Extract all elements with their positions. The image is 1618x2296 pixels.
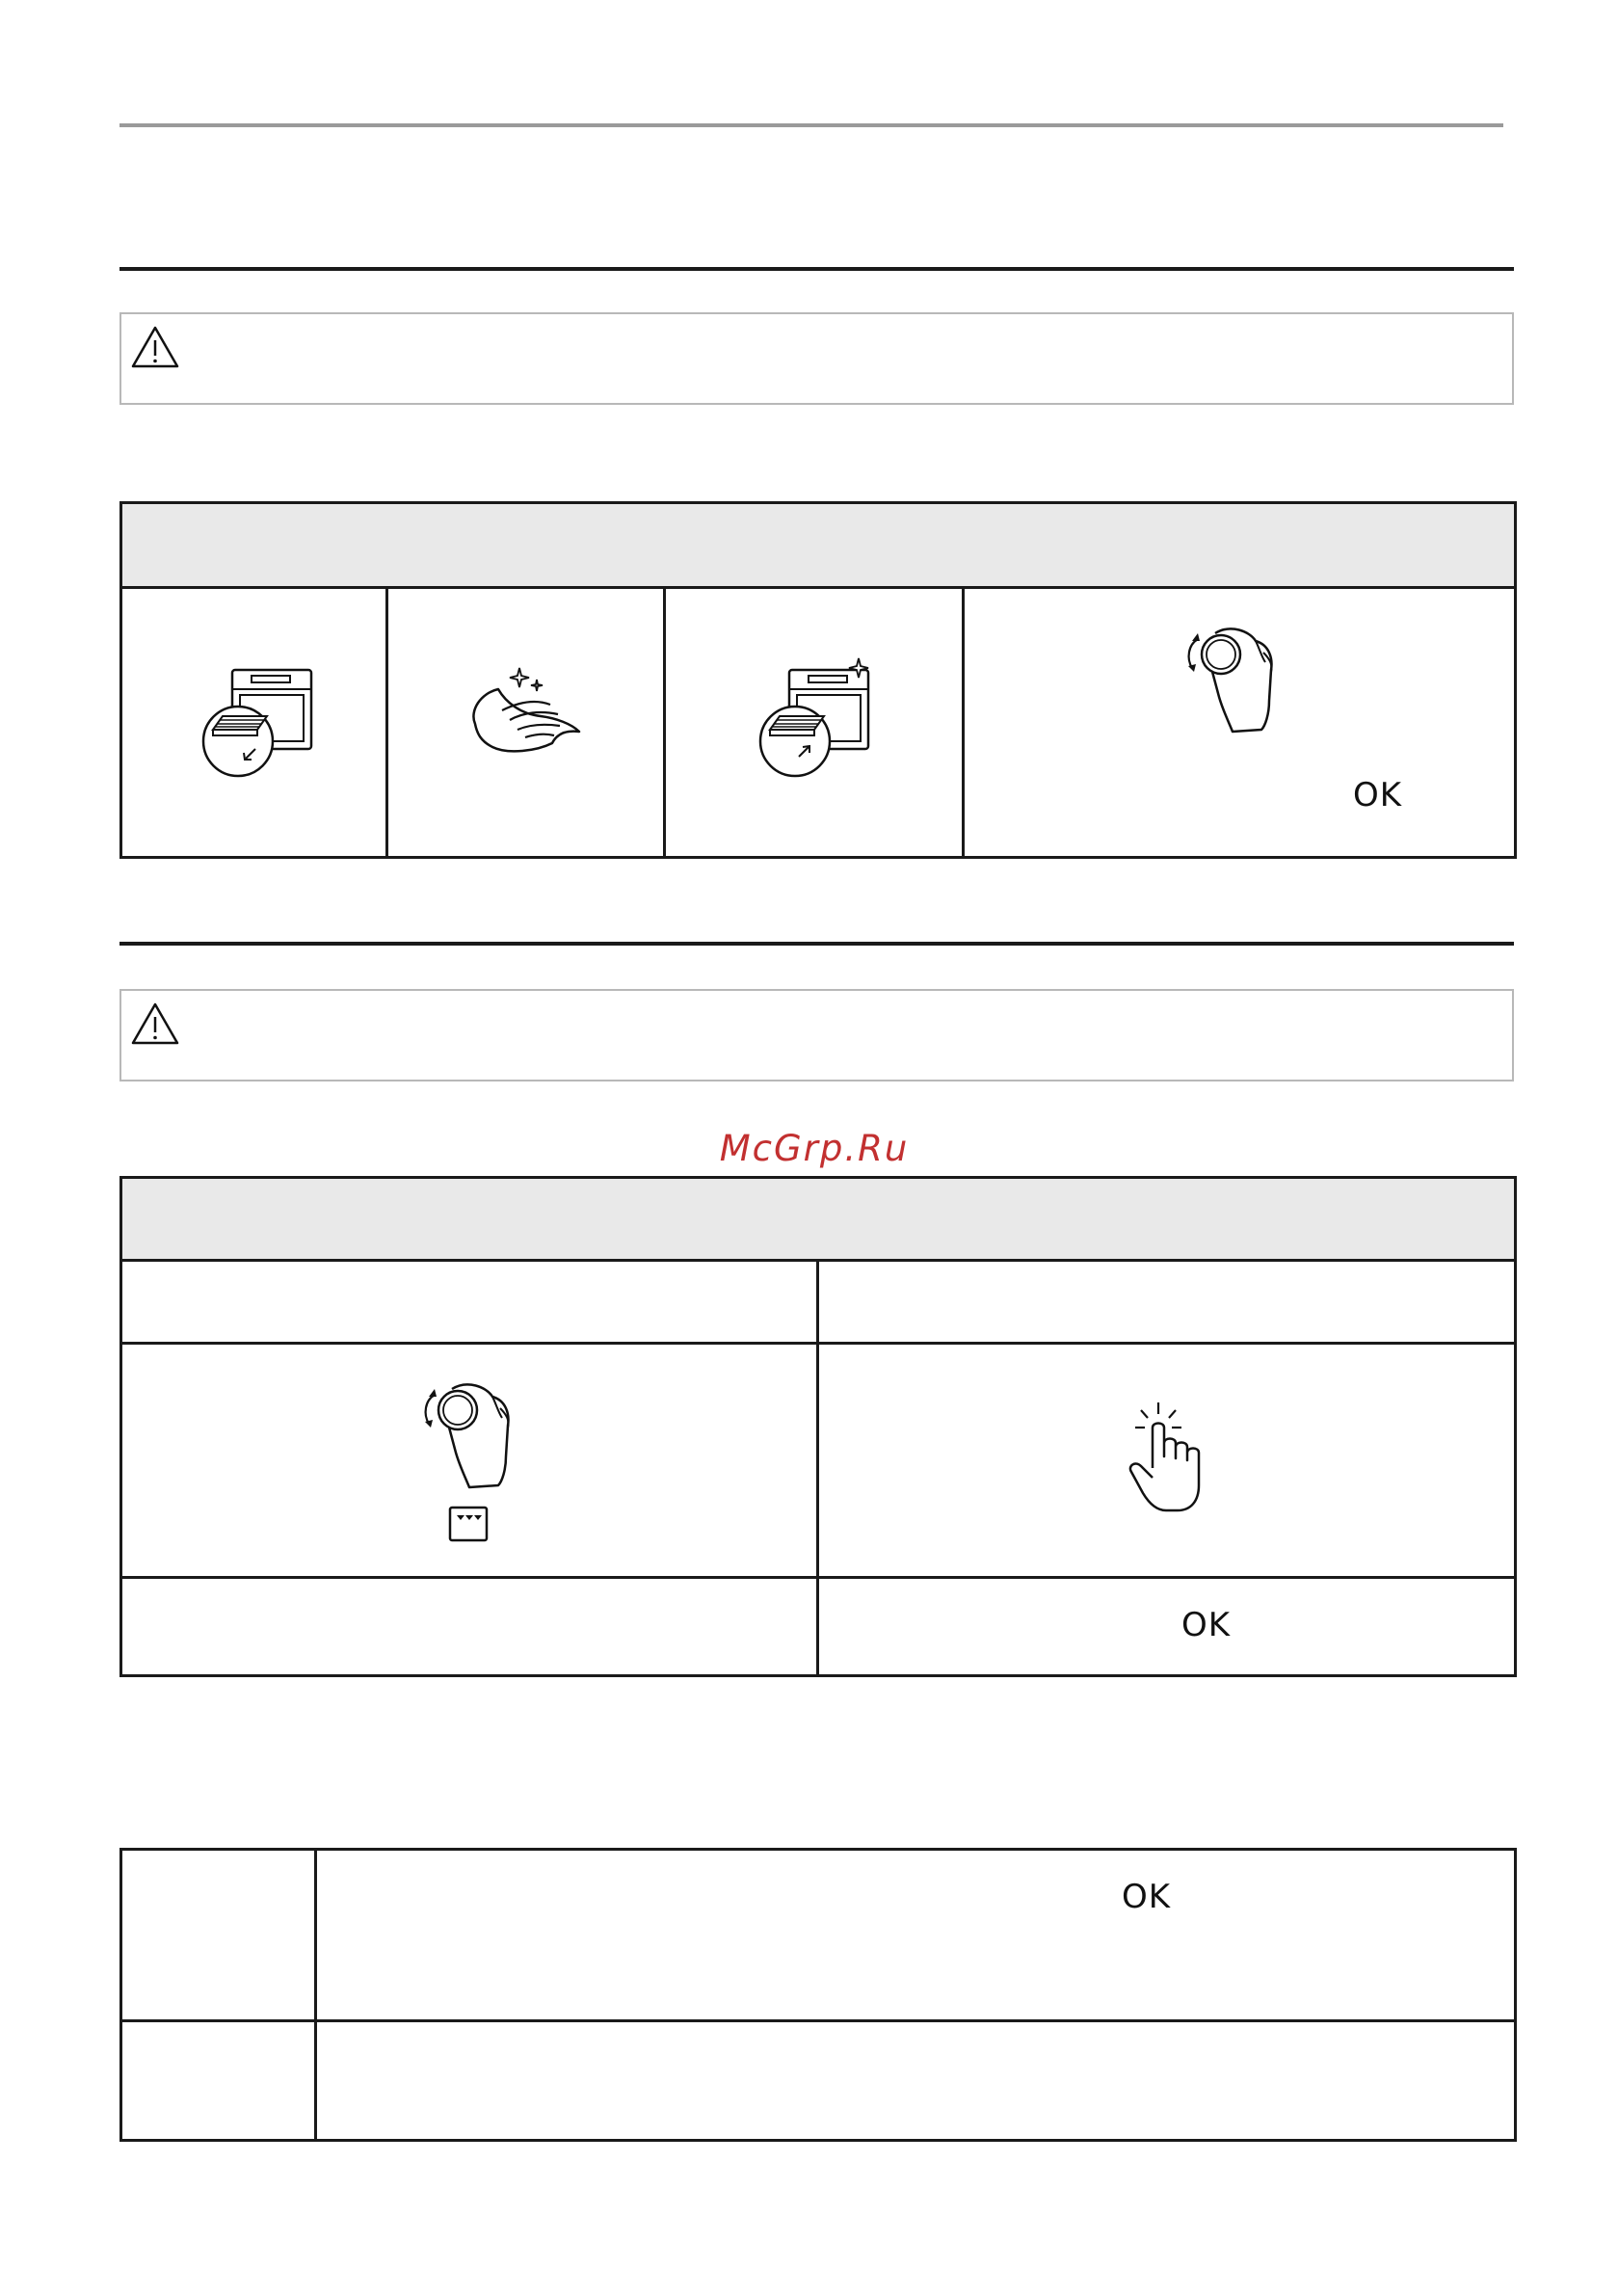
section-2-left-heading: [121, 1261, 818, 1344]
section-3-row-2-value: [316, 2021, 1516, 2141]
step-wipe-clean: [387, 588, 665, 858]
watermark: McGrp.Ru: [719, 1128, 910, 1169]
ok-label: OK: [1353, 776, 1403, 814]
section-2-left-icons: [121, 1344, 818, 1578]
section-2-left-footer: [121, 1578, 818, 1676]
section-1-table-header: [121, 503, 1516, 588]
section-3-row-2-key: [121, 2021, 316, 2141]
ok-label: OK: [1181, 1606, 1232, 1644]
section-2-right-heading: [818, 1261, 1516, 1344]
remove-shelf-icon: [201, 666, 317, 782]
knob-turn-icon: [1177, 614, 1283, 739]
step-insert-shelf: [665, 588, 964, 858]
section-3-row-1-value: [316, 1850, 1516, 2021]
wipe-clean-icon: [464, 664, 589, 761]
warning-triangle-icon: [129, 1001, 181, 1047]
touch-press-icon: [1124, 1401, 1210, 1516]
knob-turn-icon: [413, 1370, 519, 1495]
warning-triangle-icon: [129, 324, 181, 370]
header-rule: [119, 123, 1503, 127]
section-1-rule: [119, 267, 1514, 271]
section-2-table: [119, 1176, 1517, 1677]
section-2-right-footer: [818, 1578, 1516, 1676]
section-2-right-icons: [818, 1344, 1516, 1578]
section-2-rule: [119, 942, 1514, 946]
section-3-row-1-key: [121, 1850, 316, 2021]
section-1-table: [119, 501, 1517, 859]
section-2-warning-box: [119, 989, 1514, 1081]
step-remove-shelf: [121, 588, 387, 858]
section-2-table-header: [121, 1178, 1516, 1261]
section-3-table: [119, 1848, 1517, 2142]
insert-shelf-icon: [758, 656, 874, 782]
ok-label: OK: [1122, 1878, 1172, 1916]
oven-light-icon: [447, 1505, 490, 1543]
step-knob-confirm: [964, 588, 1516, 858]
section-1-warning-box: [119, 312, 1514, 405]
